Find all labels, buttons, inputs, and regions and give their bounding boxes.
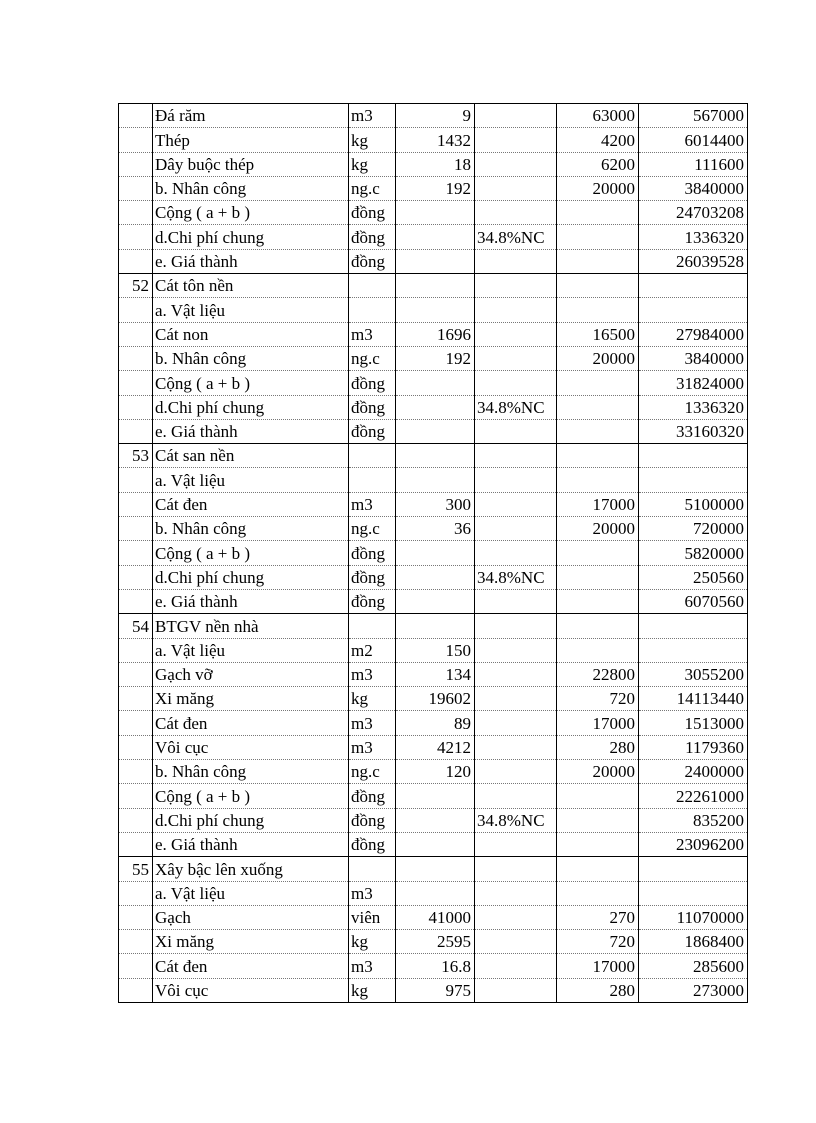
unit-price-cell [557,565,639,589]
unit-cell [349,614,396,638]
table-row [119,492,748,516]
item-number-cell [119,517,153,541]
quantity-cell: 192 [396,176,475,200]
item-name-cell: e. Giá thành [153,419,349,443]
unit-price-cell [557,395,639,419]
table-row [119,808,748,832]
unit-cell: đồng [349,589,396,613]
table-row [119,322,748,346]
rate-cell [475,905,557,929]
amount-cell: 14113440 [639,687,748,711]
quantity-cell [396,419,475,443]
item-name-cell: Cộng ( a + b ) [153,784,349,808]
amount-cell: 27984000 [639,322,748,346]
rate-cell [475,468,557,492]
item-number-cell [119,978,153,1002]
unit-price-cell: 720 [557,687,639,711]
item-name-cell: a. Vật liệu [153,881,349,905]
amount-cell: 3840000 [639,176,748,200]
item-name-cell: a. Vật liệu [153,638,349,662]
rate-cell [475,492,557,516]
rate-cell: 34.8%NC [475,808,557,832]
unit-cell: kg [349,128,396,152]
item-number-cell [119,711,153,735]
item-number-cell: 53 [119,444,153,468]
rate-cell [475,711,557,735]
rate-cell [475,371,557,395]
rate-cell [475,176,557,200]
unit-cell [349,857,396,881]
amount-cell: 26039528 [639,249,748,273]
unit-price-cell: 16500 [557,322,639,346]
amount-cell: 1179360 [639,735,748,759]
table-row [119,176,748,200]
table-row [119,419,748,443]
quantity-cell: 19602 [396,687,475,711]
item-name-cell: Cát san nền [153,444,349,468]
amount-cell: 111600 [639,152,748,176]
rate-cell [475,954,557,978]
unit-price-cell [557,468,639,492]
table-row [119,371,748,395]
quantity-cell: 975 [396,978,475,1002]
rate-cell: 34.8%NC [475,395,557,419]
amount-cell: 567000 [639,104,748,128]
table-row [119,225,748,249]
unit-cell [349,298,396,322]
rate-cell [475,930,557,954]
rate-cell [475,249,557,273]
item-name-cell: Đá răm [153,104,349,128]
item-name-cell: b. Nhân công [153,346,349,370]
unit-price-cell: 270 [557,905,639,929]
unit-price-cell [557,225,639,249]
item-number-cell [119,565,153,589]
unit-cell: đồng [349,225,396,249]
table-row [119,832,748,856]
amount-cell: 33160320 [639,419,748,443]
quantity-cell: 300 [396,492,475,516]
unit-price-cell: 20000 [557,760,639,784]
rate-cell [475,419,557,443]
quantity-cell: 2595 [396,930,475,954]
unit-price-cell [557,589,639,613]
unit-price-cell [557,614,639,638]
rate-cell [475,614,557,638]
item-name-cell: Dây buộc thép [153,152,349,176]
table-row [119,565,748,589]
item-number-cell: 52 [119,274,153,298]
rate-cell [475,881,557,905]
item-number-cell [119,225,153,249]
table-row [119,589,748,613]
item-name-cell: Gạch vỡ [153,662,349,686]
item-name-cell: e. Giá thành [153,832,349,856]
rate-cell [475,274,557,298]
amount-cell [639,444,748,468]
quantity-cell: 192 [396,346,475,370]
table-row [119,249,748,273]
amount-cell: 3055200 [639,662,748,686]
unit-price-cell: 20000 [557,346,639,370]
item-number-cell [119,249,153,273]
item-name-cell: Vôi cục [153,735,349,759]
quantity-cell: 1696 [396,322,475,346]
item-name-cell: Xi măng [153,687,349,711]
unit-cell [349,274,396,298]
item-name-cell: d.Chi phí chung [153,565,349,589]
item-name-cell: b. Nhân công [153,517,349,541]
unit-price-cell [557,274,639,298]
quantity-cell [396,249,475,273]
amount-cell: 720000 [639,517,748,541]
rate-cell [475,322,557,346]
quantity-cell: 16.8 [396,954,475,978]
rate-cell [475,152,557,176]
amount-cell: 2400000 [639,760,748,784]
unit-cell: đồng [349,201,396,225]
table-row [119,274,748,298]
unit-cell: đồng [349,395,396,419]
unit-price-cell: 22800 [557,662,639,686]
table-row [119,954,748,978]
unit-cell: kg [349,152,396,176]
amount-cell: 5820000 [639,541,748,565]
item-name-cell: Thép [153,128,349,152]
rate-cell [475,978,557,1002]
item-number-cell: 55 [119,857,153,881]
table-row [119,444,748,468]
unit-price-cell [557,249,639,273]
rate-cell [475,298,557,322]
unit-cell: đồng [349,832,396,856]
amount-cell: 1336320 [639,225,748,249]
item-name-cell: e. Giá thành [153,589,349,613]
item-name-cell: Cát non [153,322,349,346]
rate-cell [475,857,557,881]
quantity-cell [396,444,475,468]
amount-cell: 24703208 [639,201,748,225]
amount-cell: 6070560 [639,589,748,613]
table-row [119,711,748,735]
item-number-cell [119,346,153,370]
unit-cell: m2 [349,638,396,662]
rate-cell [475,517,557,541]
item-number-cell [119,589,153,613]
item-name-cell: b. Nhân công [153,760,349,784]
table-row [119,687,748,711]
unit-cell: đồng [349,808,396,832]
amount-cell [639,638,748,662]
item-number-cell [119,395,153,419]
quantity-cell: 120 [396,760,475,784]
unit-cell: m3 [349,322,396,346]
item-number-cell [119,104,153,128]
item-name-cell: Cát đen [153,954,349,978]
item-number-cell [119,784,153,808]
unit-price-cell [557,371,639,395]
unit-price-cell: 20000 [557,517,639,541]
item-number-cell [119,371,153,395]
item-name-cell: a. Vật liệu [153,468,349,492]
quantity-cell [396,468,475,492]
quantity-cell [396,857,475,881]
item-number-cell [119,808,153,832]
amount-cell: 1868400 [639,930,748,954]
table-row [119,930,748,954]
unit-price-cell [557,638,639,662]
unit-cell: kg [349,687,396,711]
rate-cell [475,589,557,613]
rate-cell [475,444,557,468]
unit-cell: m3 [349,711,396,735]
unit-price-cell [557,541,639,565]
item-name-cell: Cộng ( a + b ) [153,201,349,225]
item-name-cell: a. Vật liệu [153,298,349,322]
rate-cell [475,832,557,856]
item-number-cell [119,492,153,516]
item-number-cell [119,832,153,856]
table-row [119,517,748,541]
amount-cell: 23096200 [639,832,748,856]
quantity-cell [396,784,475,808]
item-name-cell: d.Chi phí chung [153,808,349,832]
rate-cell [475,201,557,225]
quantity-cell: 150 [396,638,475,662]
unit-cell: m3 [349,662,396,686]
table-row [119,152,748,176]
amount-cell: 1513000 [639,711,748,735]
rate-cell [475,784,557,808]
amount-cell: 31824000 [639,371,748,395]
quantity-cell: 89 [396,711,475,735]
rate-cell [475,104,557,128]
quantity-cell [396,832,475,856]
table-row [119,104,748,128]
amount-cell: 250560 [639,565,748,589]
table-row [119,468,748,492]
quantity-cell: 1432 [396,128,475,152]
quantity-cell [396,201,475,225]
unit-cell: viên [349,905,396,929]
unit-price-cell: 280 [557,978,639,1002]
amount-cell [639,881,748,905]
item-number-cell [119,419,153,443]
table-row [119,638,748,662]
table-row [119,760,748,784]
amount-cell [639,274,748,298]
unit-cell: kg [349,930,396,954]
quantity-cell [396,395,475,419]
item-name-cell: Vôi cục [153,978,349,1002]
item-number-cell [119,930,153,954]
unit-cell: đồng [349,784,396,808]
item-number-cell [119,128,153,152]
unit-price-cell: 280 [557,735,639,759]
unit-cell: m3 [349,881,396,905]
item-number-cell [119,152,153,176]
unit-price-cell: 4200 [557,128,639,152]
unit-price-cell [557,857,639,881]
quantity-cell: 9 [396,104,475,128]
unit-cell: m3 [349,954,396,978]
item-number-cell [119,905,153,929]
table-row [119,201,748,225]
item-name-cell: d.Chi phí chung [153,225,349,249]
unit-cell [349,468,396,492]
item-name-cell: Xây bậc lên xuống [153,857,349,881]
unit-cell: m3 [349,104,396,128]
unit-price-cell: 17000 [557,954,639,978]
amount-cell: 5100000 [639,492,748,516]
table-row [119,978,748,1002]
item-name-cell: BTGV nền nhà [153,614,349,638]
table-row [119,614,748,638]
quantity-cell: 36 [396,517,475,541]
unit-cell: kg [349,978,396,1002]
quantity-cell: 41000 [396,905,475,929]
rate-cell [475,128,557,152]
quantity-cell [396,371,475,395]
table-row [119,541,748,565]
item-name-cell: Cát tôn nền [153,274,349,298]
item-name-cell: e. Giá thành [153,249,349,273]
unit-price-cell: 20000 [557,176,639,200]
unit-price-cell: 63000 [557,104,639,128]
unit-price-cell [557,881,639,905]
item-name-cell: d.Chi phí chung [153,395,349,419]
unit-price-cell [557,419,639,443]
item-number-cell [119,298,153,322]
unit-cell: đồng [349,541,396,565]
table-body [119,104,748,1003]
amount-cell [639,857,748,881]
unit-cell [349,444,396,468]
rate-cell [475,760,557,784]
unit-cell: đồng [349,565,396,589]
quantity-cell [396,225,475,249]
item-number-cell [119,201,153,225]
quantity-cell [396,808,475,832]
table-row [119,857,748,881]
unit-price-cell: 720 [557,930,639,954]
item-number-cell [119,735,153,759]
quantity-cell: 18 [396,152,475,176]
item-name-cell: Cát đen [153,711,349,735]
table-row [119,881,748,905]
quantity-cell [396,614,475,638]
table-row [119,128,748,152]
unit-price-cell [557,832,639,856]
rate-cell: 34.8%NC [475,225,557,249]
item-number-cell [119,468,153,492]
quantity-cell [396,541,475,565]
rate-cell [475,687,557,711]
quantity-cell [396,881,475,905]
rate-cell [475,735,557,759]
unit-cell: đồng [349,371,396,395]
table-row [119,346,748,370]
item-name-cell: Cộng ( a + b ) [153,371,349,395]
quantity-cell: 4212 [396,735,475,759]
amount-cell [639,468,748,492]
table-row [119,298,748,322]
unit-price-cell [557,784,639,808]
unit-cell: ng.c [349,176,396,200]
rate-cell [475,662,557,686]
table-row [119,905,748,929]
quantity-cell [396,274,475,298]
item-name-cell: b. Nhân công [153,176,349,200]
item-number-cell: 54 [119,614,153,638]
item-number-cell [119,638,153,662]
item-number-cell [119,176,153,200]
amount-cell: 1336320 [639,395,748,419]
item-number-cell [119,881,153,905]
amount-cell: 273000 [639,978,748,1002]
rate-cell [475,346,557,370]
quantity-cell: 134 [396,662,475,686]
amount-cell: 3840000 [639,346,748,370]
table-row [119,395,748,419]
unit-price-cell [557,808,639,832]
item-number-cell [119,322,153,346]
unit-price-cell [557,298,639,322]
unit-price-cell: 17000 [557,492,639,516]
amount-cell: 285600 [639,954,748,978]
item-number-cell [119,541,153,565]
rate-cell: 34.8%NC [475,565,557,589]
unit-price-cell [557,201,639,225]
rate-cell [475,638,557,662]
cost-estimate-table [118,103,748,1003]
item-number-cell [119,760,153,784]
unit-cell: m3 [349,492,396,516]
unit-price-cell [557,444,639,468]
unit-cell: ng.c [349,517,396,541]
amount-cell: 835200 [639,808,748,832]
item-name-cell: Cộng ( a + b ) [153,541,349,565]
table-row [119,735,748,759]
amount-cell [639,298,748,322]
item-number-cell [119,687,153,711]
table-row [119,662,748,686]
amount-cell [639,614,748,638]
quantity-cell [396,298,475,322]
unit-price-cell: 6200 [557,152,639,176]
unit-cell: đồng [349,249,396,273]
item-name-cell: Cát đen [153,492,349,516]
amount-cell: 11070000 [639,905,748,929]
unit-cell: ng.c [349,760,396,784]
item-number-cell [119,954,153,978]
unit-price-cell: 17000 [557,711,639,735]
item-number-cell [119,662,153,686]
quantity-cell [396,589,475,613]
table-row [119,784,748,808]
rate-cell [475,541,557,565]
amount-cell: 22261000 [639,784,748,808]
unit-cell: ng.c [349,346,396,370]
unit-cell: m3 [349,735,396,759]
quantity-cell [396,565,475,589]
unit-cell: đồng [349,419,396,443]
amount-cell: 6014400 [639,128,748,152]
item-name-cell: Gạch [153,905,349,929]
item-name-cell: Xi măng [153,930,349,954]
